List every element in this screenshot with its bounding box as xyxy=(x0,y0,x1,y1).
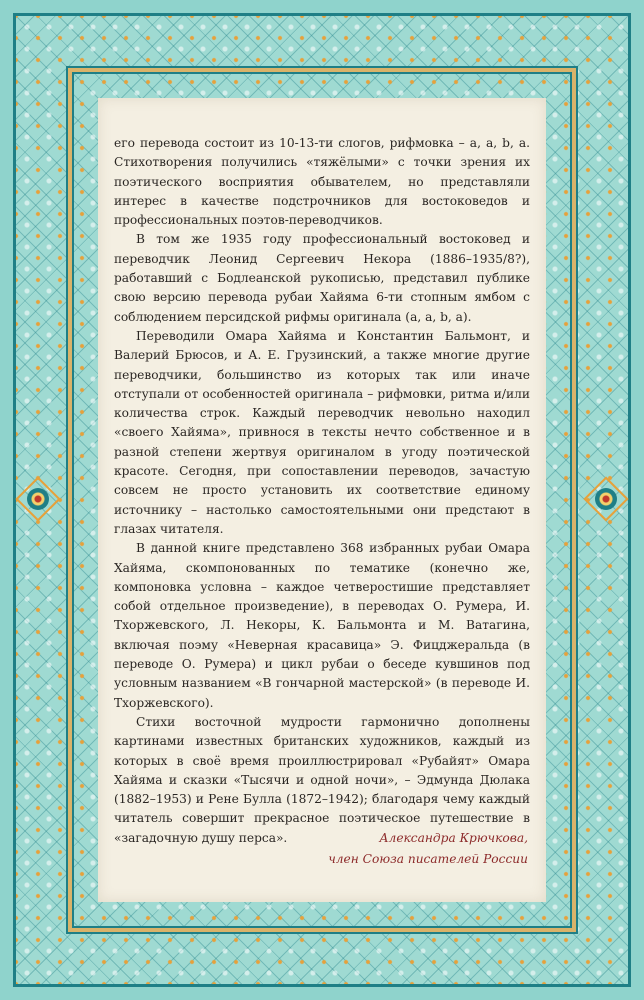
author-title: член Союза писателей России xyxy=(328,852,528,866)
paragraph: его перевода состоит из 10-13-ти слогов, рифмовка – а, а, b, а. Стихотворения получились «тяжёлыми» с точки зрения их поэтического восприятия обывателем, но представляли интерес в качестве подстрочников для востоковедов и профессиональных поэтов-переводчиков. xyxy=(114,136,530,228)
body-text xyxy=(114,134,530,848)
ornament-medallion-icon xyxy=(595,488,617,510)
paragraph: Переводили Омара Хайяма и Константин Бальмонт, и Валерий Брюсов, и А. Е. Грузинский, а также многие другие переводчики, большинство из которых так или иначе отступали от особенностей оригинала – рифмовки, ритма и/или количества строк. Каждый переводчик невольно находил «своего Хайяма», привнося в тексты нечто собственное и в разной степени жертвуя оригиналом в угоду поэтической красоте. Сегодня, при сопоставлении переводов, зачастую совсем не просто установить их соответствие единому источнику – настолько самостоятельными они предстают в глазах читателя. xyxy=(114,328,530,536)
ornament-medallion-icon xyxy=(27,488,49,510)
paragraph: Стихи восточной мудрости гармонично дополнены картинами известных британских художников, каждый из которых в своё время проиллюстрировал «Рубайят» Омара Хайяма и сказки «Тысячи и одной ночи», – Эдмунда Дюлака (1882–1953) и Рене Булла (1872–1942); благодаря чему каждый читатель совершит прекрасное поэтическое путешествие в «загадочную душу перса». xyxy=(114,714,530,845)
author-name: Александра Крючкова, xyxy=(379,831,528,845)
paragraph: В том же 1935 году профессиональный востоковед и переводчик Леонид Сергеевич Некора (1886–1935/8?), работавший с Бодлеанской рукописью, представил публике свою версию перевода рубаи Хайяма 6-ти стопным ямбом с соблюдением персидской рифмы оригинала (а, а, b, а). xyxy=(114,232,530,324)
author-signature xyxy=(328,828,528,870)
paragraph: В данной книге представлено 368 избранных рубаи Омара Хайяма, скомпонованных по тематике (конечно же, компоновка условна – каждое четверостишие представляет собой отдельное произведение), в переводах О. Румера, И. Тхоржевского, Л. Некоры, К. Бальмонта и М. Ватагина, включая поэму «Неверная красавица» Э. Фицджеральда (в переводе О. Румера) и цикл рубаи о беседе кувшинов под условным названием «В гончарной мастерской» (в переводе И. Тхоржевского). xyxy=(114,541,530,710)
text-panel xyxy=(98,98,546,902)
